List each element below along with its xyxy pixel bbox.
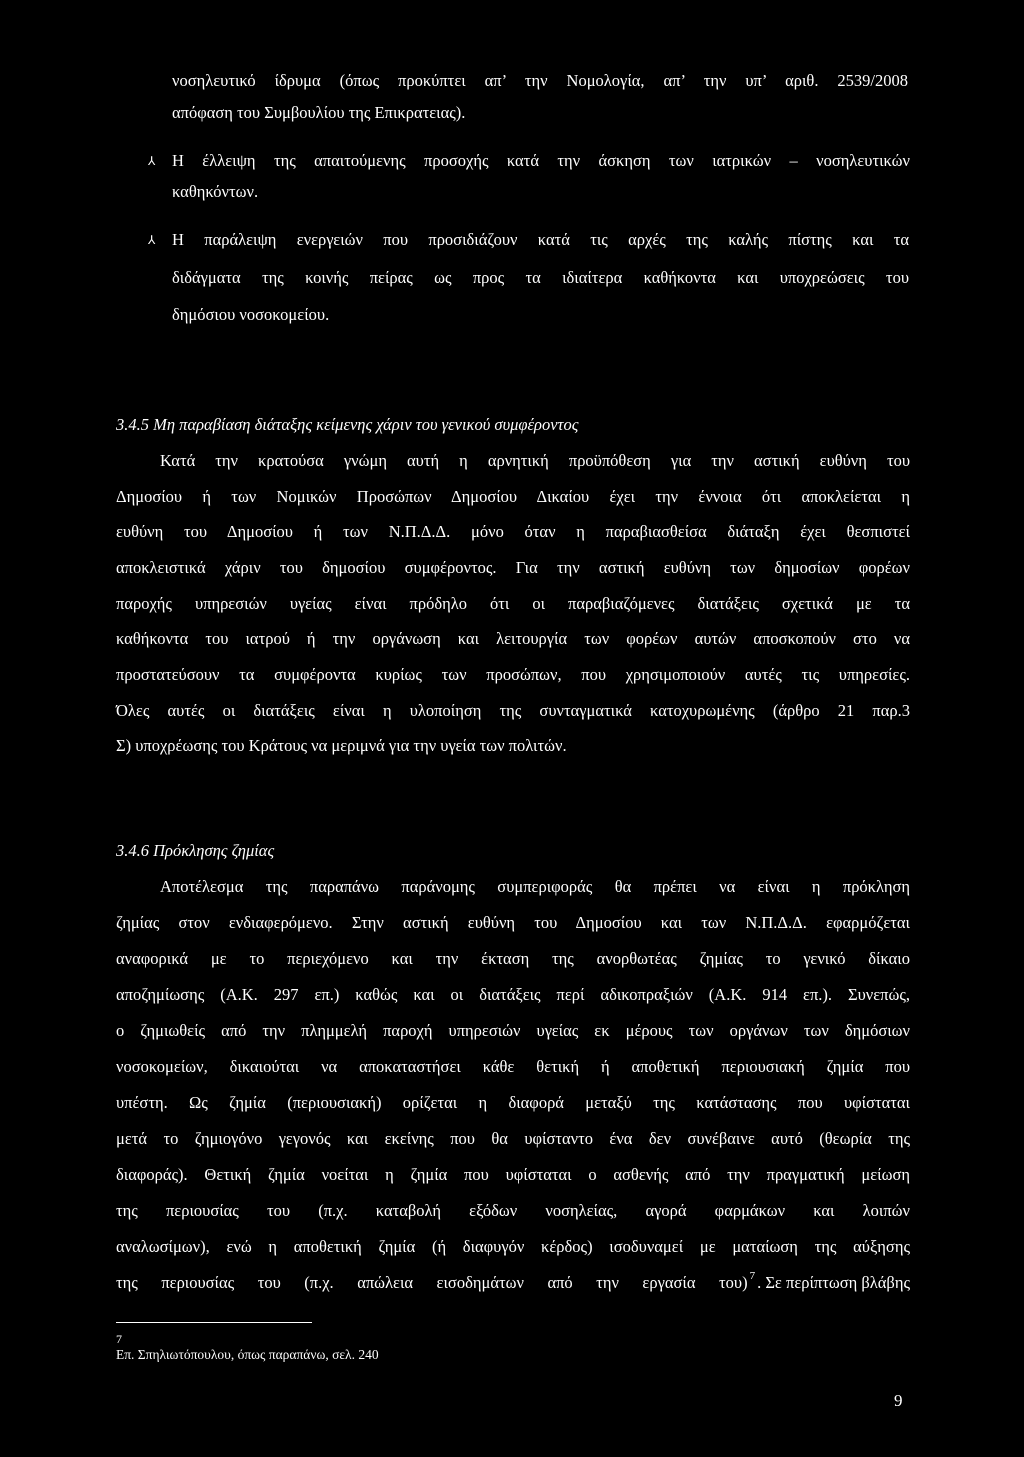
body-line: αναφορικά με το περιεχόμενο και την έκταση της ανορθωτέας ζημίας το γενικό δίκαιο (116, 949, 910, 968)
body-line: αποκλειστικά χάριν του δημοσίου συμφέροντος. Για την αστική ευθύνη των δημοσίων φορέων (116, 558, 910, 577)
body-line: προστατεύσουν τα συμφέροντα κυρίως των προσώπων, που χρησιμοποιούν αυτές τις υπηρεσίες. (116, 665, 910, 684)
body-line: αποζημίωσης (Α.Κ. 297 επ.) καθώς και οι διατάξεις περί αδικοπραξιών (Α.Κ. 914 επ.). Συνεπώς, (116, 985, 910, 1004)
footnote-text: Επ. Σπηλιωτόπουλου, όπως παραπάνω, σελ. 240 (116, 1347, 379, 1362)
bullet-icon: ⅄ (148, 154, 156, 168)
body-line: Αποτέλεσμα της παραπάνω παράνομης συμπεριφοράς θα πρέπει να είναι η πρόκληση (160, 877, 910, 896)
body-line: ο ζημιωθείς από την πλημμελή παροχή υπηρεσιών υγείας εκ μέρους των οργάνων των δημόσιων (116, 1021, 910, 1040)
body-line: αναλωσίμων), ενώ η αποθετική ζημία (ή διαφυγόν κέρδος) ισοδυναμεί με ματαίωση της αύξησης (116, 1237, 910, 1256)
bullet-line: Η παράλειψη ενεργειών που προσιδιάζουν κατά τις αρχές της καλής πίστης και τα (172, 230, 909, 249)
body-line: απόφαση του Συμβουλίου της Επικρατειας). (172, 103, 466, 122)
body-line: Κατά την κρατούσα γνώμη αυτή η αρνητική προϋπόθεση για την αστική ευθύνη του (160, 451, 910, 470)
bullet-line: Η έλλειψη της απαιτούμενης προσοχής κατά την άσκηση των ιατρικών – νοσηλευτικών (172, 151, 910, 170)
footnote-rule (116, 1322, 312, 1323)
body-line: καθήκοντα του ιατρού ή την οργάνωση και λειτουργία των φορέων αυτών αποσκοπούν στο να (116, 629, 910, 648)
section-heading: 3.4.6 Πρόκλησης ζημίας (116, 841, 275, 860)
body-line: Δημοσίου ή των Νομικών Προσώπων Δημοσίου Δικαίου έχει την έννοια ότι αποκλείεται η (116, 487, 910, 506)
body-line: διαφοράς). Θετική ζημία νοείται η ζημία που υφίσταται ο ασθενής από την πραγματική μείωση (116, 1165, 910, 1184)
body-text: της περιουσίας του (π.χ. απώλεια εισοδημάτων από την εργασία του) (116, 1273, 748, 1292)
body-line: της περιουσίας του (π.χ. καταβολή εξόδων νοσηλείας, αγορά φαρμάκων και λοιπών (116, 1201, 910, 1220)
body-line: ευθύνη του Δημοσίου ή των Ν.Π.Δ.Δ. μόνο όταν η παραβιασθείσα διάταξη έχει θεσπιστεί (116, 522, 910, 541)
section-heading: 3.4.5 Μη παραβίαση διάταξης κείμενης χάριν του γενικού συμφέροντος (116, 415, 579, 434)
bullet-icon: ⅄ (148, 233, 156, 247)
bullet-line: διδάγματα της κοινής πείρας ως προς τα ιδιαίτερα καθήκοντα και υποχρεώσεις του (172, 268, 909, 287)
body-line: Σ) υποχρέωσης του Κράτους να μεριμνά για την υγεία των πολιτών. (116, 736, 567, 755)
body-line: μετά το ζημιογόνο γεγονός και εκείνης που θα υφίσταντο ένα δεν συνέβαινε αυτό (θεωρία της (116, 1129, 910, 1148)
footnote-ref: 7 (749, 1270, 756, 1282)
body-line: υπέστη. Ως ζημία (περιουσιακή) ορίζεται η διαφορά μεταξύ της κατάστασης που υφίσταται (116, 1093, 910, 1112)
body-line-with-footnote (116, 1272, 910, 1294)
page-number: 9 (894, 1391, 903, 1410)
footnote-mark: 7 (116, 1332, 122, 1346)
bullet-line: καθηκόντων. (172, 182, 259, 201)
body-line: ζημίας στον ενδιαφερόμενο. Στην αστική ευθύνη του Δημοσίου και των Ν.Π.Δ.Δ. εφαρμόζεται (116, 913, 910, 932)
body-text: . Σε περίπτωση βλάβης (757, 1273, 910, 1292)
body-line: νοσηλευτικό ίδρυμα (όπως προκύπτει απ’ την Νομολογία, απ’ την υπ’ αριθ. 2539/2008 (172, 71, 908, 90)
body-line: Όλες αυτές οι διατάξεις είναι η υλοποίηση της συνταγματικά κατοχυρωμένης (άρθρο 21 παρ.3 (116, 701, 910, 720)
bullet-line: δημόσιου νοσοκομείου. (172, 305, 330, 324)
body-line: παροχής υπηρεσιών υγείας είναι πρόδηλο ότι οι παραβιαζόμενες διατάξεις σχετικά με τα (116, 594, 910, 613)
body-line: νοσοκομείων, δικαιούται να αποκαταστήσει κάθε θετική ή αποθετική περιουσιακή ζημία που (116, 1057, 910, 1076)
